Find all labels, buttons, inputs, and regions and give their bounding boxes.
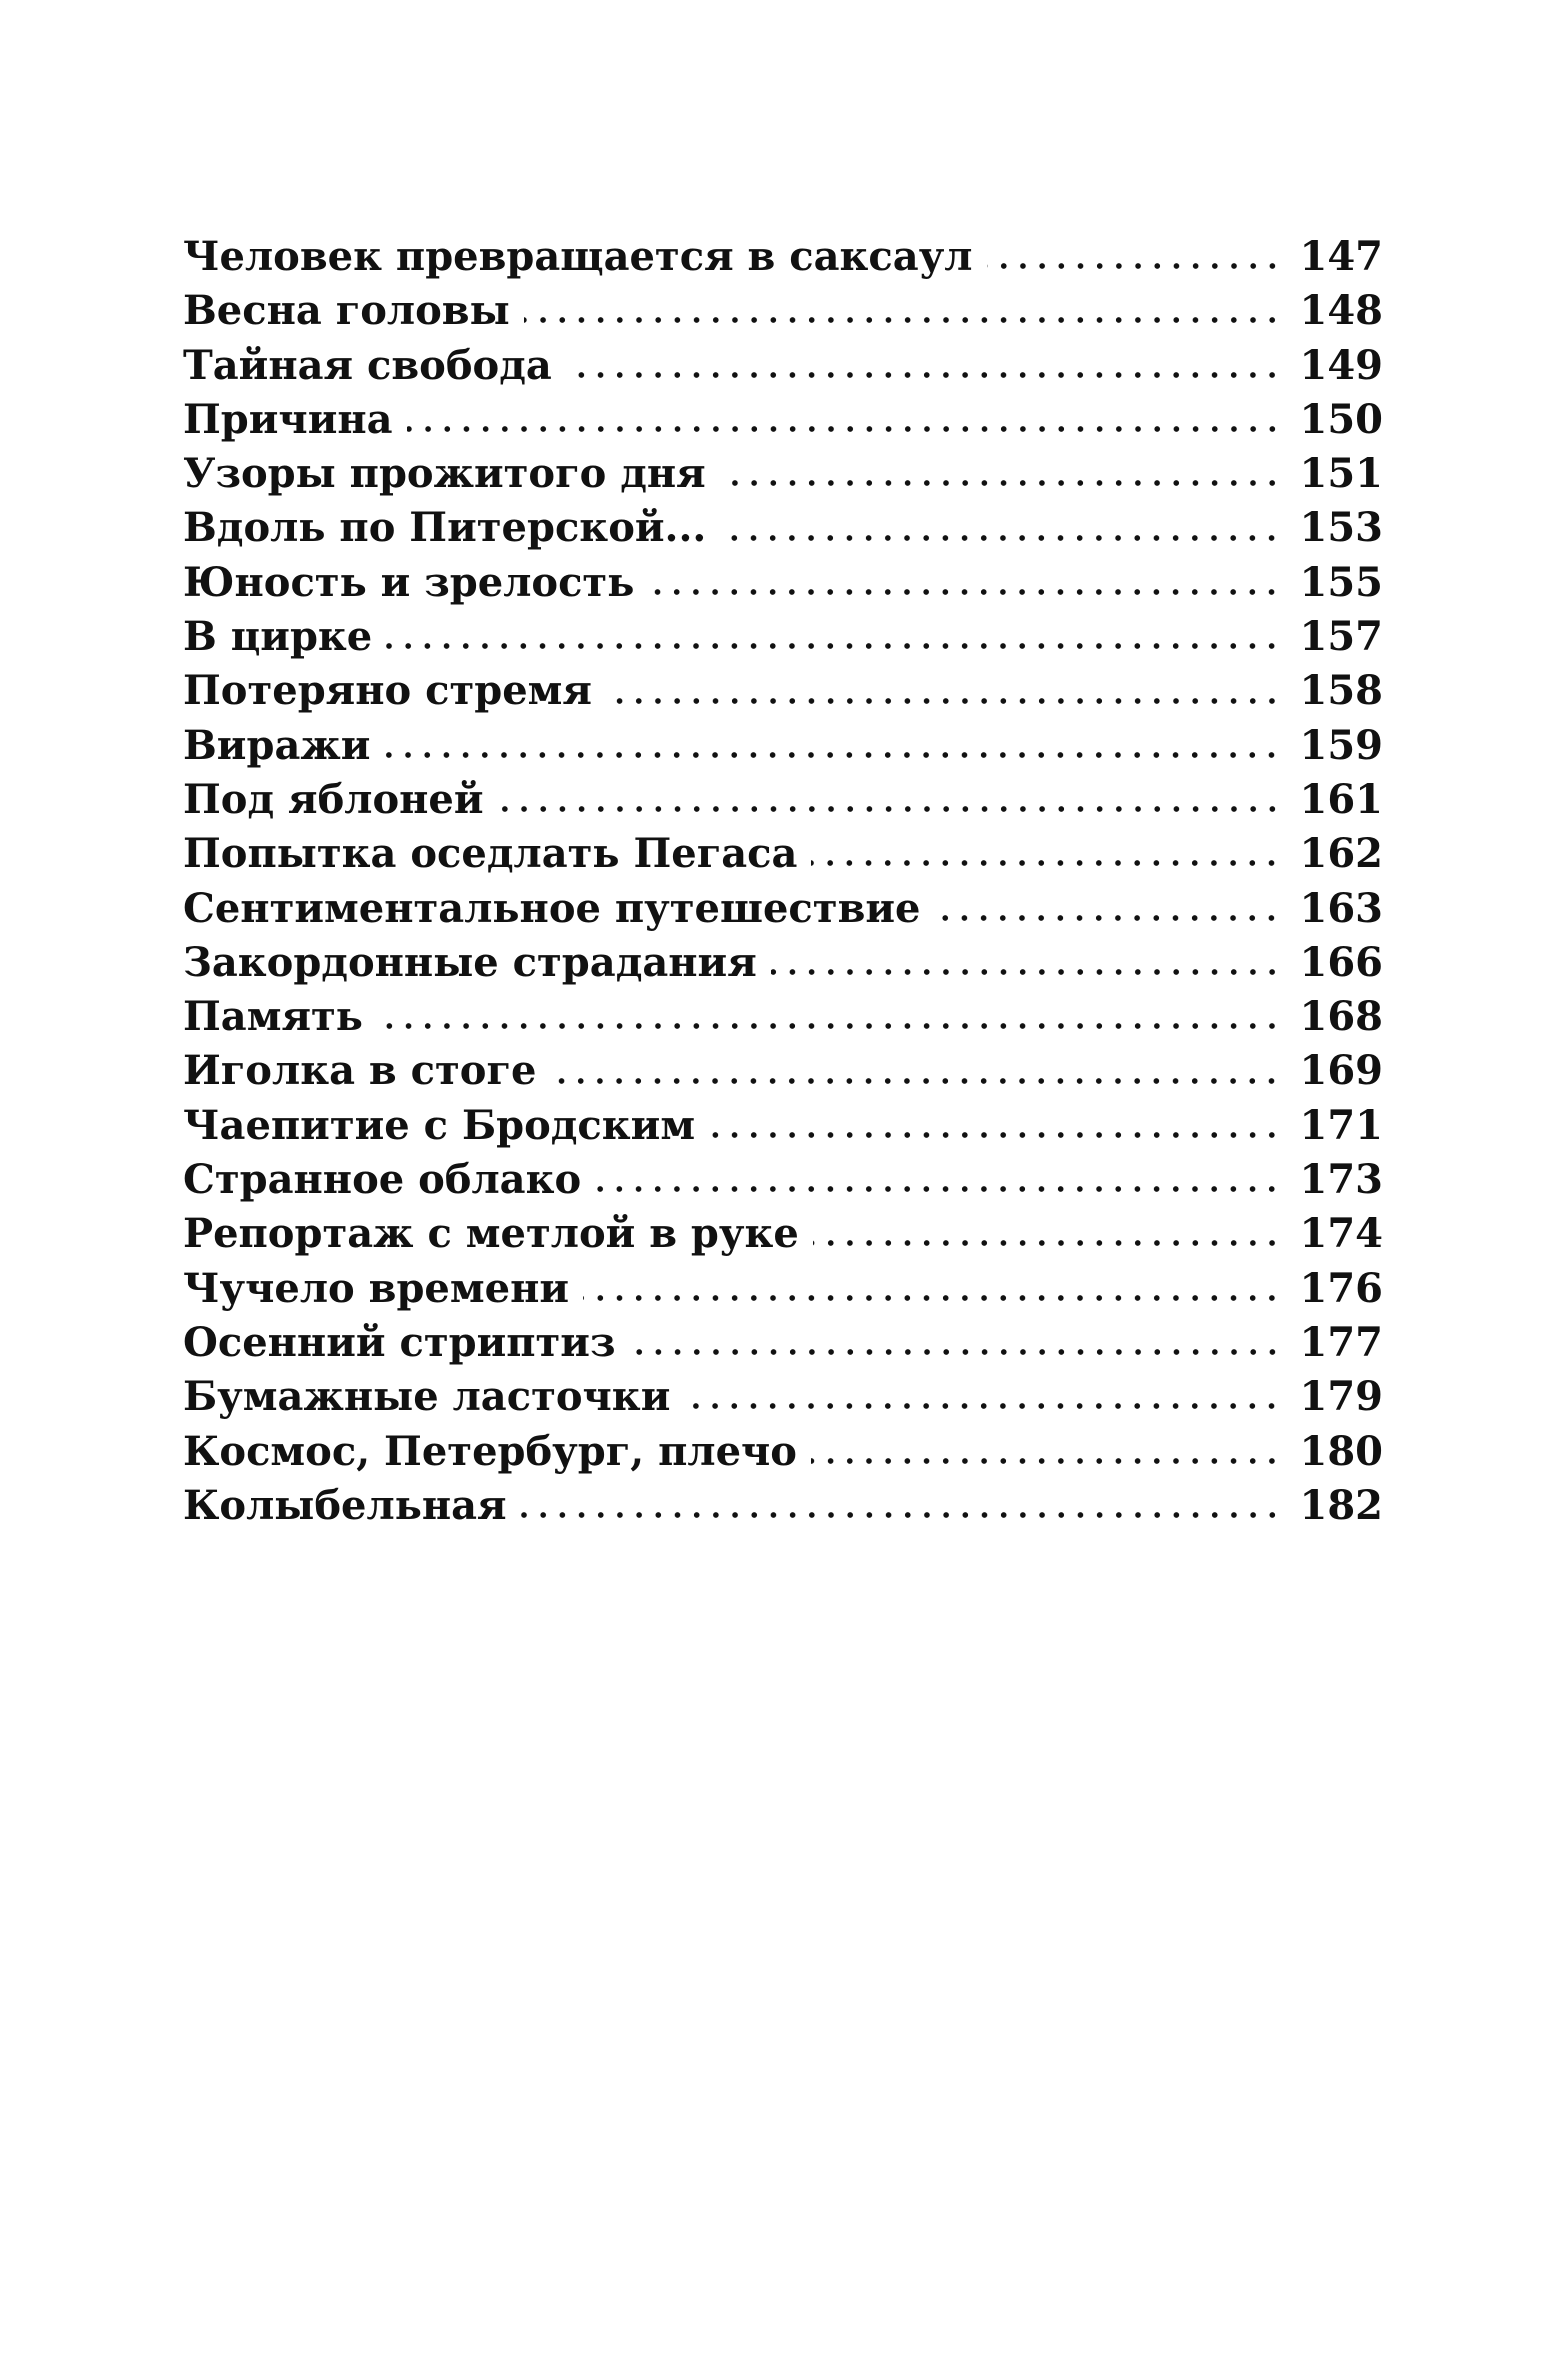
toc-entry-page: 151	[1299, 450, 1383, 498]
dot-leader	[813, 1238, 1282, 1248]
dot-leader	[498, 804, 1282, 814]
dot-leader	[811, 858, 1281, 868]
dot-leader	[720, 478, 1282, 488]
toc-entry-title: Колыбельная	[183, 1481, 507, 1529]
toc-entry	[183, 990, 1383, 1044]
toc-entry-title: Сентиментальное путешествие	[183, 884, 921, 932]
toc-entry-title: Причина	[183, 395, 393, 443]
toc-entry	[183, 339, 1383, 393]
toc-entry	[183, 719, 1383, 773]
dot-leader	[521, 1510, 1282, 1520]
dot-leader	[566, 370, 1282, 380]
toc-entry-page: 155	[1299, 558, 1383, 606]
dot-leader	[384, 750, 1281, 760]
toc-entry-title: Иголка в стоге	[183, 1047, 537, 1095]
toc-entry-title: Репортаж с метлой в руке	[183, 1210, 799, 1258]
toc-entry	[183, 393, 1383, 447]
toc-entry-page: 158	[1299, 667, 1383, 715]
dot-leader	[684, 1401, 1281, 1411]
toc-entry-title: Чаепитие с Бродским	[183, 1101, 696, 1149]
toc-entry	[183, 284, 1383, 338]
dot-leader	[524, 315, 1282, 325]
toc-entry	[183, 1207, 1383, 1261]
toc-entry-title: Память	[183, 993, 363, 1041]
toc-entry-title: Весна головы	[183, 287, 510, 335]
toc-entry-page: 149	[1299, 341, 1383, 389]
toc-entry-page: 148	[1299, 287, 1383, 335]
toc-entry-title: В цирке	[183, 613, 373, 661]
toc-entry	[183, 1099, 1383, 1153]
table-of-contents	[183, 230, 1383, 1533]
toc-entry-title: Осенний стриптиз	[183, 1318, 616, 1366]
toc-entry-page: 166	[1299, 938, 1383, 986]
dot-leader	[648, 587, 1281, 597]
toc-entry-title: Виражи	[183, 721, 371, 769]
dot-leader	[583, 1293, 1281, 1303]
toc-entry-page: 150	[1299, 395, 1383, 443]
toc-entry-title: Закордонные страдания	[183, 938, 757, 986]
toc-entry-page: 153	[1299, 504, 1383, 552]
toc-entry-title: Под яблоней	[183, 775, 484, 823]
toc-entry-page: 171	[1299, 1101, 1383, 1149]
dot-leader	[386, 641, 1281, 651]
toc-entry-title: Потеряно стремя	[183, 667, 592, 715]
toc-entry	[183, 1153, 1383, 1207]
toc-entry	[183, 1316, 1383, 1370]
toc-entry-page: 147	[1299, 233, 1383, 280]
dot-leader	[595, 1184, 1281, 1194]
toc-entry-page: 174	[1299, 1210, 1383, 1258]
dot-leader	[771, 967, 1282, 977]
toc-entry	[183, 447, 1383, 501]
dot-leader	[550, 1076, 1281, 1086]
toc-entry-page: 168	[1299, 993, 1383, 1041]
toc-entry-title: Попытка оседлать Пегаса	[183, 830, 798, 878]
dot-leader	[407, 424, 1282, 434]
toc-entry-page: 161	[1299, 775, 1383, 823]
toc-entry-page: 159	[1299, 721, 1383, 769]
toc-entry-title: Узоры прожитого дня	[183, 450, 706, 498]
toc-entry	[183, 1479, 1383, 1533]
toc-entry-page: 180	[1299, 1427, 1383, 1475]
toc-entry-title: Тайная свобода	[183, 341, 552, 389]
dot-leader	[709, 1130, 1281, 1140]
toc-entry-title: Странное облако	[183, 1156, 582, 1204]
dot-leader	[720, 533, 1281, 543]
toc-entry-title: Вдоль по Питерской...	[183, 504, 707, 552]
dot-leader	[934, 913, 1281, 923]
toc-entry-page: 173	[1299, 1156, 1383, 1204]
toc-entry	[183, 556, 1383, 610]
dot-leader	[377, 1021, 1282, 1031]
toc-entry-page: 169	[1299, 1047, 1383, 1095]
toc-entry-title: Бумажные ласточки	[183, 1373, 671, 1421]
toc-entry	[183, 501, 1383, 555]
toc-entry	[183, 1370, 1383, 1424]
toc-entry	[183, 610, 1383, 664]
toc-entry	[183, 773, 1383, 827]
toc-entry-page: 162	[1299, 830, 1383, 878]
toc-entry	[183, 827, 1383, 881]
toc-entry	[183, 1425, 1383, 1479]
toc-entry-title: Юность и зрелость	[183, 558, 635, 606]
toc-entry-title: Космос, Петербург, плечо	[183, 1427, 797, 1475]
toc-entry	[183, 230, 1383, 284]
dot-leader	[630, 1347, 1282, 1357]
toc-entry	[183, 1262, 1383, 1316]
toc-entry-page: 182	[1299, 1481, 1383, 1529]
toc-entry	[183, 936, 1383, 990]
toc-entry	[183, 1044, 1383, 1098]
toc-entry-page: 177	[1299, 1318, 1383, 1366]
dot-leader	[811, 1456, 1282, 1466]
dot-leader	[987, 261, 1282, 271]
toc-entry	[183, 664, 1383, 718]
toc-entry	[183, 882, 1383, 936]
toc-entry-page: 157	[1299, 613, 1383, 661]
toc-entry-title: Чучело времени	[183, 1264, 570, 1312]
dot-leader	[606, 696, 1282, 706]
toc-entry-page: 163	[1299, 884, 1383, 932]
toc-entry-title: Человек превращается в саксаул	[183, 233, 973, 280]
toc-entry-page: 176	[1299, 1264, 1383, 1312]
toc-entry-page: 179	[1299, 1373, 1383, 1421]
